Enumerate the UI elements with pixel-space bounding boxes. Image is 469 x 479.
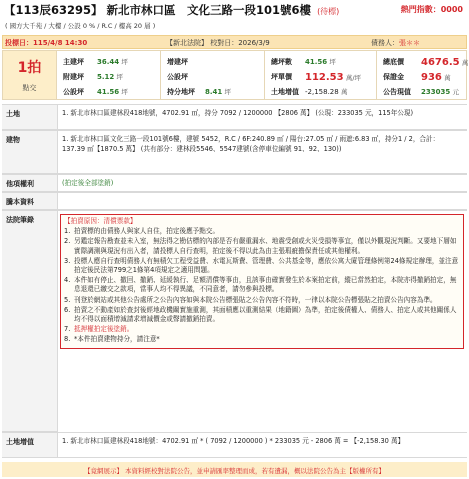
bid-info-bar [2,35,467,49]
court-notes-row [2,210,467,432]
stat-row: 總底價 4676.5 萬 [383,57,469,68]
debtor-info [371,38,420,48]
lease-row [2,192,467,210]
extra-area-column [161,51,265,99]
land-increment-content: 1. 新北市林口區建林段418地號：4702.91 ㎡ * ( 7092 / 1200000 ) * 233035 元 - 2806 萬 = 【-2,158.30 萬】 [58,433,467,458]
note-item: 5. 刊登於網站或其他公告處所之公告內容如與本院公告標張貼之公告內容不符時，一律以本院公告標張貼之拍賣公告內容為準。 [64,295,437,304]
stat-row: 公設坪 [167,73,188,81]
debtor-name[interactable]: 張＊＊ [399,39,420,47]
status-badge: (待標) [317,7,340,16]
note-item: 8. *本件拍賣建物持分，請注意* [64,335,160,344]
building-summary: ( 國方大千苑 / 大樓 / 公設 0 % / R.C / 樓高 20 層 ) [5,22,156,30]
auction-round [3,51,57,99]
debtor-label: 債務人： [371,39,399,47]
price-column [265,51,377,99]
auction-reason: 【拍賣原因：清償票款】 [64,217,137,225]
other-rights-label: 他項權利 [2,175,58,192]
building-label: 建物 [2,131,58,174]
note-item: 6. 拍賣之不動產如於查封後經地政機關實施重測，其面積應以重測結果（地籍圖）為準，拍定後債權人、債務人、拍定人或其他關係人均不得以面積增減請求增減價金或聲請撤銷拍賣。 [64,305,457,324]
reserve-column [377,51,467,99]
hot-index: 熱門指數：0000 [400,5,463,14]
stat-row: 公告現值 233035 元 [383,88,459,96]
footer-note: 【竟網展示】 本資料經校對法院公告，並申請匯率整理而成，若有遺漏，概以法院公告為主【版權所有】 [2,462,467,477]
page-header [2,0,467,36]
other-rights-row [2,174,467,192]
stat-row: 主建坪 36.44 坪 [63,58,128,66]
court-notes-label: 法院筆錄 [2,211,58,432]
case-number: 【113辰63295】 [4,3,103,17]
note-item: 2. 另鑑定報告勘查並未入室，無法得之勘估標的內部是否有嚴重漏水、地震受創或火災受損等事宜，僅以外觀現況判斷。又要地下層如實際調測與現況有出入者，請投標人自行查明，拍定後不得以此為由主張瑕疵擔保責任或其他權利。 [64,237,457,255]
stat-row: 公設坪 41.56 坪 [63,88,128,96]
main-area-column [57,51,161,99]
stat-row: 持分地坪 8.41 坪 [167,88,232,96]
stat-row: 土地增值 -2,158.28 萬 [271,88,348,96]
court-notes-box [60,214,464,349]
handover-type: 點交 [22,84,37,92]
note-item: 4. 本件如有停止、撤回、撤銷、延緩執行、足額清償等事由，且該事由確實發生於本案拍定前，縱已當然拍定，本院亦得撤銷拍定，無息退還已繳交之款項，當事人均不得異議，不同意者，請勿參與投標。 [64,276,457,294]
round-number: 1拍 [17,60,42,76]
stat-row: 保證金 936 萬 [383,72,451,83]
property-address: 新北市林口區 文化三路一段101號6樓 [106,3,312,17]
land-content: 1. 新北市林口區建林段418地號，4702.91 ㎡，持分 7092 / 1200000 【2806 萬】 (公現：233035 元，115年公現) [58,105,467,130]
land-increment-row [2,432,467,458]
building-content: 1. 新北市林口區文化三路一段101號6樓，建號 5452，R.C / 6F:240.89 ㎡ / 陽台:27.05 ㎡ / 雨遮:6.83 ㎡，持分1 / 2，合計：137.39 ㎡【1870.5 萬】 (共有部分：建林段5546、5547建號(含停車位編號 91、92、130)) [58,131,467,174]
land-increment-label: 土地增值 [2,433,58,458]
summary-panel [2,50,467,100]
stat-row: 總坪數 41.56 坪 [271,58,336,66]
lease-content [58,193,467,210]
stat-row: 增建坪 [167,58,188,66]
note-item: 7. 抵押權拍定後塗銷。 [64,325,134,334]
stat-row: 附建坪 5.12 坪 [63,73,124,81]
land-label: 土地 [2,105,58,130]
other-rights-content: (拍定後全部塗銷) [62,179,114,187]
court-info: 【新北法院】 校對日：2026/3/9 [166,39,270,47]
stat-row: 坪單價 112.53 萬/坪 [271,72,362,83]
building-row [2,130,467,174]
bid-date: 投標日：115/4/8 14:30 [5,39,88,47]
note-item: 1. 拍賣標的由債務人與家人自住，拍定後應予點交。 [64,227,220,236]
page-title [4,2,339,18]
lease-label: 騰本資料 [2,193,58,210]
land-row [2,104,467,130]
note-item: 3. 投標人應自行查明債務人有無積欠工程受益費、水電瓦斯費、管理費、公共基金等，應依公寓大廈管理條例第24條規定辦理，並注意拍定後民法第799之1條第4項規定之適用問題。 [64,256,459,275]
